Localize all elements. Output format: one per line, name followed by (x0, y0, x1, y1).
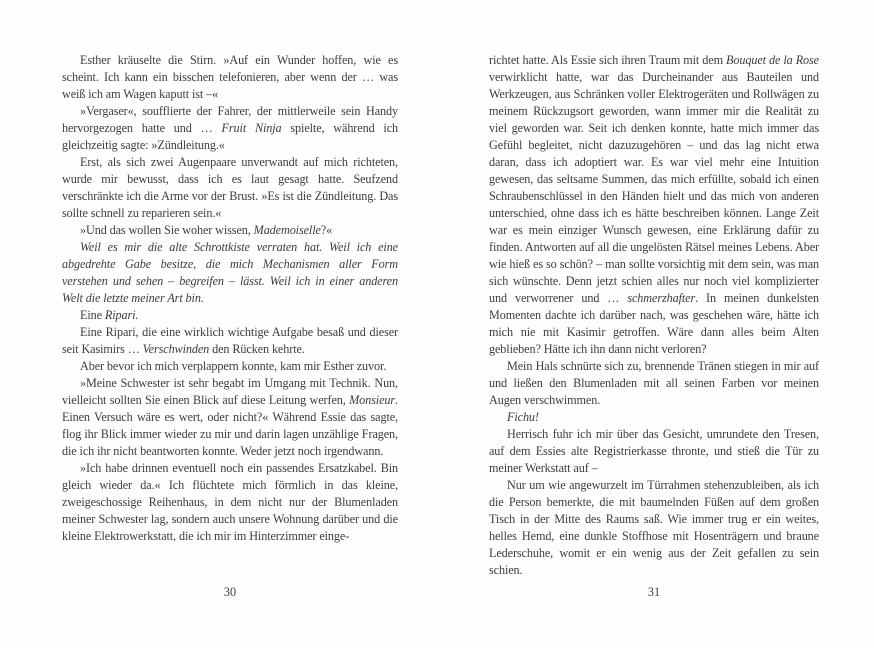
italic-text-segment: Ripari. (104, 308, 139, 322)
italic-text-segment: Mademoiselle (253, 223, 321, 237)
paragraph (62, 460, 398, 545)
paragraph (62, 52, 398, 103)
text-segment: . Einen Versuch wäre es wert, oder nicht?« Während Essie das sagte, flog ihr Blick immer wieder zu mir und darin lagen unzählige Fragen, die ich ihr nicht beantworten konnte. Weder jetzt noch irgendwann. (62, 393, 398, 458)
paragraph (62, 154, 398, 222)
italic-text-segment: Verschwinden (142, 342, 210, 356)
italic-text-segment: schmerzhafter (627, 291, 696, 305)
text-segment: »Und das wollen Sie woher wissen, (80, 223, 254, 237)
text-segment: richtet hatte. Als Essie sich ihren Traum mit dem (489, 53, 727, 67)
text-segment: Esther kräuselte die Stirn. »Auf ein Wunder hoffen, wie es scheint. Ich kann ein bisschen telefonieren, aber wenn der … was weiß ich am Wagen kaputt ist –« (62, 53, 398, 101)
text-segment: spielte, während ich gleichzeitig sagte: »Zündleitung.« (62, 121, 398, 152)
paragraph (62, 103, 398, 154)
text-segment: Nur um wie angewurzelt im Türrahmen stehenzubleiben, als ich die Person bemerkte, die mit baumelnden Füßen auf dem großen Tisch in der Mitte des Raums saß. Wie immer trug er ein weites, helles Hemd, eine dunkle Stoffhose mit Hosenträgern und braune Lederschuhe, womit er ein wenig aus der Zeit gefallen zu sein schien. (489, 478, 819, 577)
paragraph (62, 324, 398, 358)
italic-text-segment: Fruit Ninja (221, 121, 282, 135)
text-segment: verwirklicht hatte, war das Durcheinander aus Bauteilen und Werkzeugen, aus Schränken voller Elektrogeräten und Rollwägen zu meinem Rückzugsort geworden, wann immer mir die Realität zu viel geworden war. Seit ich denken konnte, hatte mich immer das Gefühl begleitet, nicht dazuzugehören – und das lag nicht etwa daran, dass ich adoptiert war. Es war viel mehr eine Intuition gewesen, das seltsame Summen, das mich erfüllte, sobald ich einen Schraubenschlüssel in den Händen hielt und das mich von anderen unterschied, ohne dass ich es hätte beschreiben können. Lange Zeit war es mein einziger Wunsch gewesen, eine Erklärung dafür zu finden. Antworten auf all die ungelösten Rätsel meines Lebens. Aber wie hieß es so schön? – man sollte vorsichtig mit dem sein, was man sich wünschte. Denn jetzt schien alles nur noch viel komplizierter und verworrener und … (489, 70, 819, 305)
text-segment: Mein Hals schnürte sich zu, brennende Tränen stiegen in mir auf und ließen den Blumenladen mit all seinen Farben vor meinen Augen verschwimmen. (489, 359, 819, 407)
page-text (489, 52, 819, 579)
book-page-right (489, 52, 819, 612)
text-segment: Erst, als sich zwei Augenpaare unverwandt auf mich richteten, wurde mir bewusst, dass ich es laut gesagt hatte. Seufzend verschränkte ich die Arme vor der Brust. »Es ist die Zündleitung. Das sollte schnell zu reparieren sein.« (62, 155, 398, 220)
text-segment: »Meine Schwester ist sehr begabt im Umgang mit Technik. Nun, vielleicht sollten Sie einen Blick auf diese Leitung werfen, (62, 376, 398, 407)
page-number: 31 (647, 585, 661, 599)
italic-text-segment: Weil es mir die alte Schrottkiste verraten hat. Weil ich eine abgedrehte Gabe besitze, die mich Mechanismen aller Form verstehen und sehen – begreifen – lässt. Weil ich in einer anderen Welt die letzte meiner Art bin. (62, 240, 398, 305)
text-segment: . In meinen dunkelsten Momenten dachte ich darüber nach, was geschehen wäre, hätte ich mich nie mit Kasimir getroffen. Wäre dann alles beim Alten geblieben? Hätte ich ihn dann nicht verloren? (489, 291, 819, 356)
paragraph (62, 307, 398, 324)
italic-text-segment: Fichu! (507, 410, 539, 424)
paragraph (489, 52, 819, 358)
paragraph (489, 409, 819, 426)
paragraph (62, 222, 398, 239)
text-segment: »Vergaser«, soufflierte der Fahrer, der mittlerweile sein Handy hervorgezogen hatte und … (62, 104, 398, 135)
text-segment: »Ich habe drinnen eventuell noch ein passendes Ersatzkabel. Bin gleich wieder da.« Ich flüchtete mich förmlich in das kleine, zweigeschossige Reihenhaus, in dem nicht nur der Blumenladen meiner Schwester lag, sondern auch unsere Wohnung darüber und die kleine Elektrowerkstatt, die ich mir im Hinterzimmer einge- (62, 461, 398, 543)
text-segment: Herrisch fuhr ich mir über das Gesicht, umrundete den Tresen, auf dem Essies alte Registrierkasse thronte, und stieß die Tür zu meiner Werkstatt auf – (489, 427, 819, 475)
text-segment: ?« (320, 223, 333, 237)
text-segment: Aber bevor ich mich verplappern konnte, kam mir Esther zuvor. (80, 359, 387, 373)
italic-text-segment: Monsieur (349, 393, 396, 407)
paragraph (489, 477, 819, 579)
paragraph (62, 239, 398, 307)
page-number: 30 (223, 585, 237, 599)
italic-text-segment: Bouquet de la Rose (726, 53, 819, 67)
text-segment: den Rücken kehrte. (209, 342, 305, 356)
paragraph (62, 375, 398, 460)
text-segment: Eine (80, 308, 105, 322)
page-text (62, 52, 398, 545)
paragraph (489, 426, 819, 477)
text-segment: Eine Ripari, die eine wirklich wichtige Aufgabe besaß und dieser seit Kasimirs … (62, 325, 398, 356)
paragraph (62, 358, 398, 375)
paragraph (489, 358, 819, 409)
book-page-left (62, 52, 398, 612)
